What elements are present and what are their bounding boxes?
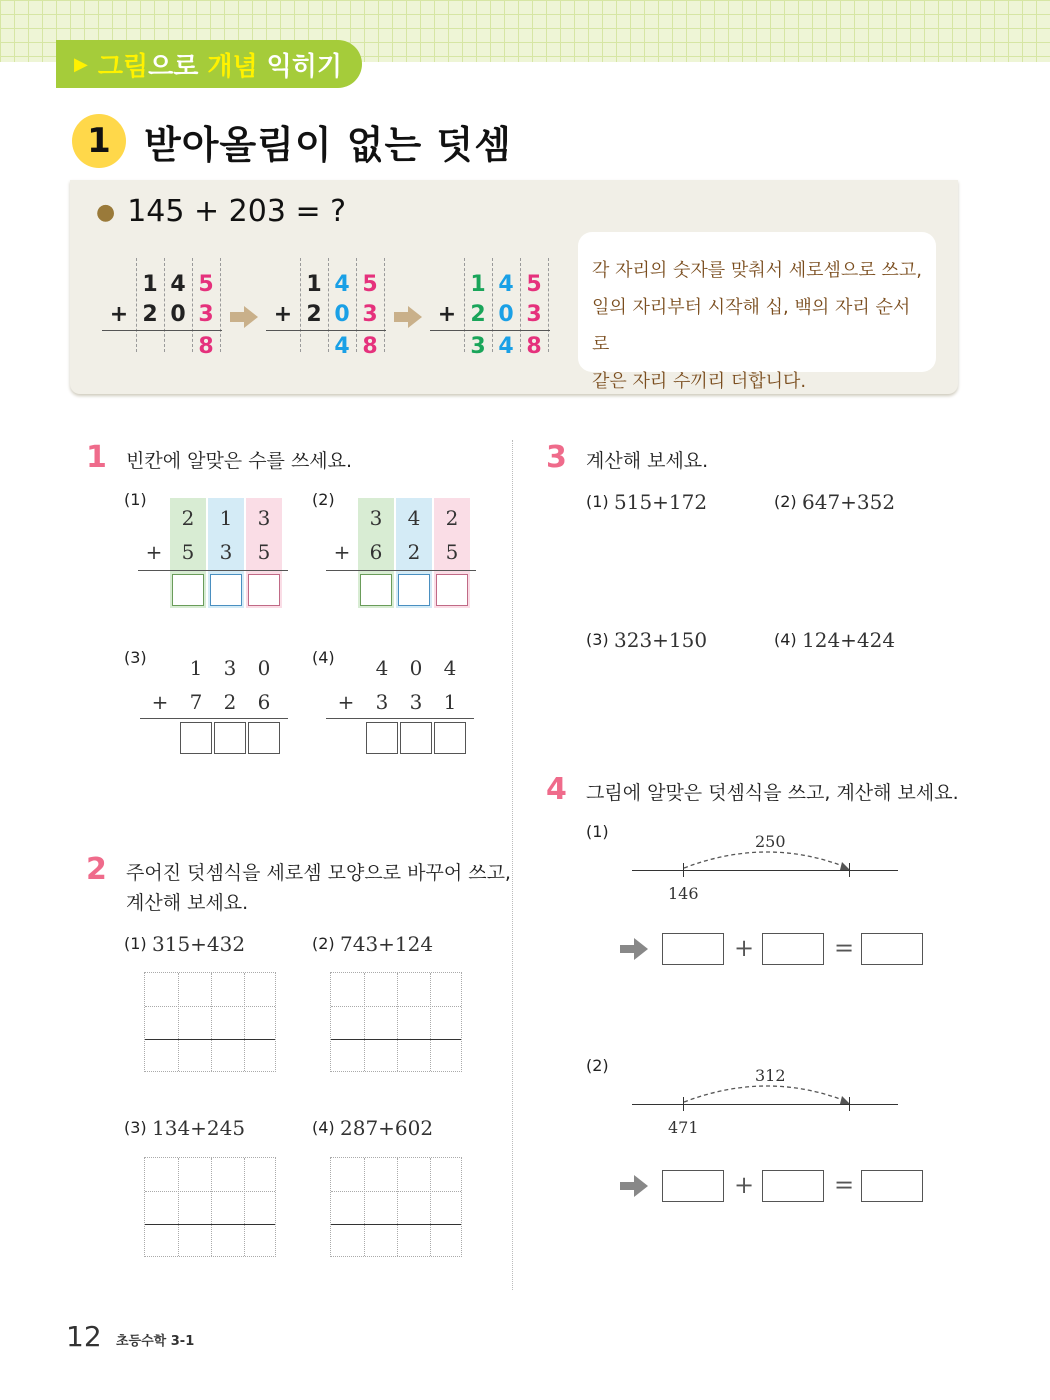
answer-box[interactable] bbox=[400, 722, 432, 754]
problem-4-instruction: 그림에 알맞은 덧셈식을 쓰고, 계산해 보세요. bbox=[586, 782, 959, 804]
plus-sign: + bbox=[337, 690, 355, 714]
vertical-addition-step-3 bbox=[437, 272, 584, 372]
sum-box[interactable] bbox=[861, 933, 923, 965]
digit: 3 bbox=[223, 656, 237, 680]
sum-line bbox=[326, 718, 474, 719]
sum-line bbox=[138, 570, 288, 571]
bullet-icon: ● bbox=[96, 200, 116, 225]
work-grid[interactable] bbox=[144, 972, 276, 1072]
digit: 5 bbox=[257, 540, 271, 564]
digit: 2 bbox=[306, 302, 322, 327]
result-digit: 4 bbox=[498, 334, 514, 359]
addend-box[interactable] bbox=[762, 1170, 824, 1202]
concept-note bbox=[578, 232, 936, 392]
answer-box[interactable] bbox=[214, 722, 246, 754]
plus-sign: + bbox=[145, 540, 163, 564]
problem-3-number: 3 bbox=[546, 440, 567, 475]
digit: 0 bbox=[257, 656, 271, 680]
problem-1-number: 1 bbox=[86, 440, 107, 475]
note-line: 각 자리의 숫자를 맞춰서 세로셈으로 쓰고, bbox=[592, 260, 922, 281]
concept-equation bbox=[96, 194, 346, 229]
digit: 4 bbox=[498, 272, 514, 297]
problem-2-instruction-line2: 계산해 보세요. bbox=[126, 892, 249, 914]
plus-sign: + bbox=[734, 934, 755, 962]
item-label: (3) bbox=[124, 1118, 147, 1137]
digit: 5 bbox=[198, 272, 214, 297]
digit: 4 bbox=[375, 656, 389, 680]
jump-label: 312 bbox=[752, 1066, 789, 1085]
item-expression: 124+424 bbox=[802, 628, 896, 652]
item-label: (2) bbox=[586, 1056, 609, 1075]
equals-sign: = bbox=[834, 1171, 855, 1199]
item-expression: 743+124 bbox=[340, 932, 434, 956]
item-label: (1) bbox=[124, 490, 147, 509]
page-number: 12 bbox=[66, 1320, 102, 1353]
plus-sign: + bbox=[333, 540, 351, 564]
problem-3-instruction: 계산해 보세요. bbox=[586, 450, 709, 472]
column-divider bbox=[512, 440, 513, 1290]
digit: 1 bbox=[142, 272, 158, 297]
work-grid[interactable] bbox=[330, 1157, 462, 1257]
digit: 2 bbox=[407, 540, 421, 564]
result-digit: 8 bbox=[526, 334, 542, 359]
addend-box[interactable] bbox=[662, 1170, 724, 1202]
digit: 4 bbox=[334, 272, 350, 297]
digit: 2 bbox=[223, 690, 237, 714]
answer-box[interactable] bbox=[366, 722, 398, 754]
plus-sign: + bbox=[109, 302, 129, 327]
equals-sign: = bbox=[834, 934, 855, 962]
answer-box[interactable] bbox=[248, 722, 280, 754]
result-digit: 3 bbox=[470, 334, 486, 359]
digit: 1 bbox=[306, 272, 322, 297]
digit: 6 bbox=[369, 540, 383, 564]
digit: 3 bbox=[219, 540, 233, 564]
answer-box[interactable] bbox=[180, 722, 212, 754]
arrow-right-icon bbox=[230, 306, 258, 328]
tick-mark bbox=[849, 1097, 850, 1111]
tick-mark bbox=[683, 1097, 684, 1111]
concept-box bbox=[70, 180, 958, 394]
item-label: (4) bbox=[774, 630, 797, 649]
start-label: 146 bbox=[668, 884, 699, 903]
item-expression: 647+352 bbox=[802, 490, 896, 514]
digit: 1 bbox=[189, 656, 203, 680]
item-label: (1) bbox=[586, 822, 609, 841]
tab-text-part3: 개념 bbox=[207, 51, 258, 82]
item-label: (4) bbox=[312, 1118, 335, 1137]
item-label: (1) bbox=[124, 934, 147, 953]
lesson-title: 받아올림이 없는 덧셈 bbox=[144, 123, 512, 167]
addend-box[interactable] bbox=[762, 933, 824, 965]
digit: 0 bbox=[170, 302, 186, 327]
answer-box[interactable] bbox=[360, 574, 392, 606]
digit: 2 bbox=[181, 506, 195, 530]
answer-box[interactable] bbox=[436, 574, 468, 606]
answer-box[interactable] bbox=[210, 574, 242, 606]
digit: 3 bbox=[362, 302, 378, 327]
arrow-right-icon bbox=[620, 1175, 648, 1197]
digit: 2 bbox=[445, 506, 459, 530]
digit: 4 bbox=[443, 656, 457, 680]
digit: 6 bbox=[257, 690, 271, 714]
sum-line bbox=[326, 570, 476, 571]
item-label: (1) bbox=[586, 492, 609, 511]
arrow-right-icon bbox=[394, 306, 422, 328]
concept-equation-text: 145 + 203 = ? bbox=[127, 194, 347, 229]
start-label: 471 bbox=[668, 1118, 699, 1137]
item-label: (3) bbox=[124, 648, 147, 667]
concept-tab bbox=[56, 40, 362, 88]
note-line: 같은 자리 수끼리 더합니다. bbox=[592, 371, 807, 392]
item-expression: 323+150 bbox=[614, 628, 708, 652]
digit: 5 bbox=[445, 540, 459, 564]
digit: 3 bbox=[375, 690, 389, 714]
note-line: 일의 자리부터 시작해 십, 백의 자리 순서로 bbox=[592, 297, 911, 355]
item-label: (2) bbox=[312, 490, 335, 509]
addend-box[interactable] bbox=[662, 933, 724, 965]
item-label: (2) bbox=[774, 492, 797, 511]
digit: 2 bbox=[142, 302, 158, 327]
answer-box[interactable] bbox=[172, 574, 204, 606]
digit: 3 bbox=[198, 302, 214, 327]
digit: 4 bbox=[170, 272, 186, 297]
digit: 3 bbox=[257, 506, 271, 530]
sum-line bbox=[140, 718, 288, 719]
digit: 5 bbox=[526, 272, 542, 297]
digit: 4 bbox=[407, 506, 421, 530]
result-digit: 4 bbox=[334, 334, 350, 359]
digit: 3 bbox=[526, 302, 542, 327]
play-triangle-icon: ▶ bbox=[74, 53, 88, 75]
problem-2-instruction-line1: 주어진 덧셈식을 세로셈 모양으로 바꾸어 쓰고, bbox=[126, 862, 511, 884]
digit: 5 bbox=[181, 540, 195, 564]
sum-box[interactable] bbox=[861, 1170, 923, 1202]
item-expression: 134+245 bbox=[152, 1116, 246, 1140]
problem-2-number: 2 bbox=[86, 852, 107, 887]
item-expression: 315+432 bbox=[152, 932, 246, 956]
plus-sign: + bbox=[273, 302, 293, 327]
digit: 7 bbox=[189, 690, 203, 714]
arrow-right-icon bbox=[620, 938, 648, 960]
result-digit: 8 bbox=[362, 334, 378, 359]
digit: 2 bbox=[470, 302, 486, 327]
item-label: (2) bbox=[312, 934, 335, 953]
item-label: (4) bbox=[312, 648, 335, 667]
digit: 1 bbox=[470, 272, 486, 297]
digit: 0 bbox=[409, 656, 423, 680]
tab-text-part2: 으로 bbox=[148, 51, 208, 82]
result-digit: 8 bbox=[198, 334, 214, 359]
answer-box[interactable] bbox=[398, 574, 430, 606]
digit: 1 bbox=[443, 690, 457, 714]
digit: 0 bbox=[334, 302, 350, 327]
tab-text-part1: 그림 bbox=[97, 51, 149, 82]
tick-mark bbox=[849, 863, 850, 877]
digit: 3 bbox=[409, 690, 423, 714]
digit: 0 bbox=[498, 302, 514, 327]
plus-sign: + bbox=[437, 302, 457, 327]
work-grid[interactable] bbox=[144, 1157, 276, 1257]
book-title: 초등수학 3-1 bbox=[116, 1334, 195, 1349]
item-expression: 287+602 bbox=[340, 1116, 434, 1140]
digit: 1 bbox=[219, 506, 233, 530]
problem-1-instruction: 빈칸에 알맞은 수를 쓰세요. bbox=[126, 450, 353, 472]
plus-sign: + bbox=[151, 690, 169, 714]
problem-4-number: 4 bbox=[546, 772, 567, 807]
digit: 5 bbox=[362, 272, 378, 297]
number-line bbox=[632, 1104, 898, 1105]
answer-box[interactable] bbox=[248, 574, 280, 606]
number-line bbox=[632, 870, 898, 871]
item-label: (3) bbox=[586, 630, 609, 649]
lesson-number-badge: 1 bbox=[72, 114, 126, 168]
tab-text-part4: 익히기 bbox=[257, 51, 343, 82]
work-grid[interactable] bbox=[330, 972, 462, 1072]
item-expression: 515+172 bbox=[614, 490, 708, 514]
answer-box[interactable] bbox=[434, 722, 466, 754]
digit: 3 bbox=[369, 506, 383, 530]
jump-label: 250 bbox=[752, 832, 789, 851]
plus-sign: + bbox=[734, 1171, 755, 1199]
tick-mark bbox=[683, 863, 684, 877]
